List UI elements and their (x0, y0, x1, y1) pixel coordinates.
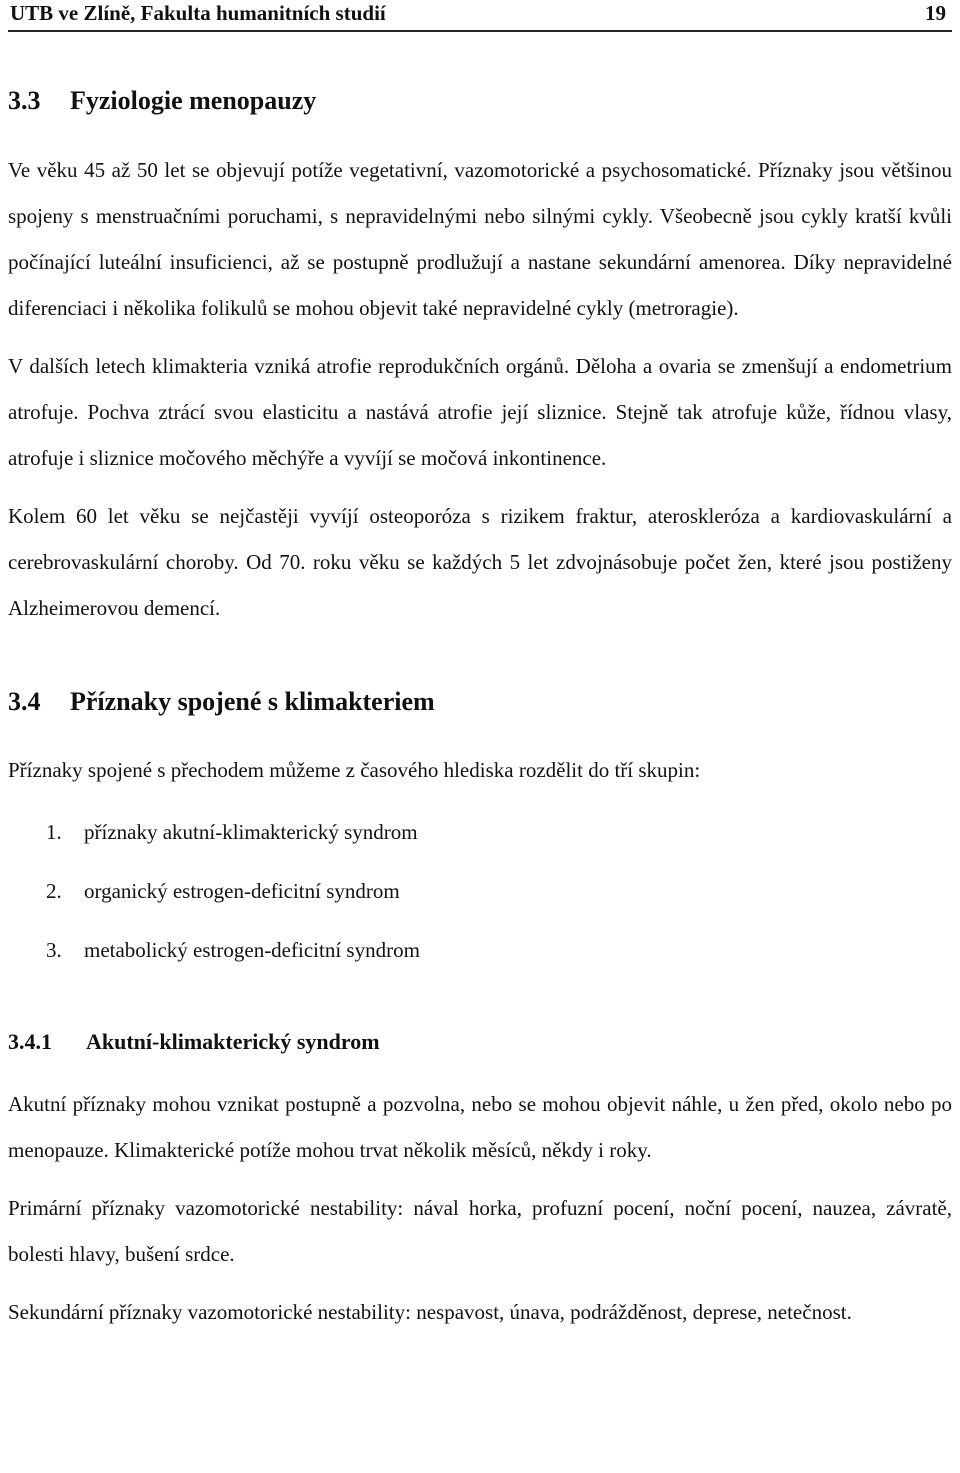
list-item-text: organický estrogen-deficitní syndrom (84, 879, 400, 903)
paragraph: Kolem 60 let věku se nejčastěji vyvíjí osteoporóza s rizikem fraktur, ateroskleróza a kardiovaskulární a cerebrovaskulární choroby. Od 70. roku věku se každých 5 let zdvojnásobuje počet žen, které jsou postiženy Alzheimerovou demencí. (8, 504, 952, 620)
section-title: Fyziologie menopauzy (70, 86, 317, 115)
running-header (8, 0, 952, 32)
section-number: 3.3 (8, 86, 41, 115)
list-item (8, 803, 952, 862)
subsection-number: 3.4.1 (8, 1029, 52, 1054)
list-item (8, 921, 952, 980)
paragraph: Ve věku 45 až 50 let se objevují potíže vegetativní, vazomotorické a psychosomatické. Příznaky jsou většinou spojeny s menstruačními poruchami, s nepravidelnými nebo silnými cykly. Všeobecně jsou cykly kratší kvůli počínající luteální insuficienci, až se postupně prodlužují a nastane sekundární amenorea. Díky nepravidelné diferenciaci i několika folikulů se mohou objevit také nepravidelné cykly (metroragie). (8, 158, 952, 320)
subsection-title: Akutní-klimakterický syndrom (86, 1029, 380, 1054)
list-item-text: příznaky akutní-klimakterický syndrom (84, 820, 418, 844)
list-item-number: 3. (46, 938, 62, 962)
list-item (8, 862, 952, 921)
list-item-number: 2. (46, 879, 62, 903)
section-number: 3.4 (8, 687, 41, 716)
page-number: 19 (925, 1, 946, 25)
list-item-number: 1. (46, 820, 62, 844)
section-heading-3-4 (8, 687, 952, 717)
section-heading-3-3 (8, 86, 952, 116)
paragraph: Primární příznaky vazomotorické nestability: nával horka, profuzní pocení, noční pocení, nauzea, závratě, bolesti hlavy, bušení srdce. (8, 1196, 952, 1266)
header-title: UTB ve Zlíně, Fakulta humanitních studií (10, 1, 386, 25)
paragraph: Akutní příznaky mohou vznikat postupně a pozvolna, nebo se mohou objevit náhle, u žen před, okolo nebo po menopauze. Klimakterické potíže mohou trvat několik měsíců, někdy i roky. (8, 1092, 952, 1162)
symptom-group-list (8, 803, 952, 980)
section-title: Příznaky spojené s klimakteriem (70, 687, 435, 716)
paragraph: Sekundární příznaky vazomotorické nestability: nespavost, únava, podrážděnost, deprese, netečnost. (8, 1300, 852, 1324)
subsection-heading-3-4-1 (8, 1029, 952, 1055)
paragraph: Příznaky spojené s přechodem můžeme z časového hlediska rozdělit do tří skupin: (8, 758, 701, 782)
list-item-text: metabolický estrogen-deficitní syndrom (84, 938, 420, 962)
paragraph: V dalších letech klimakteria vzniká atrofie reprodukčních orgánů. Děloha a ovaria se zmenšují a endometrium atrofuje. Pochva ztrácí svou elasticitu a nastává atrofie její sliznice. Stejně tak atrofuje kůže, řídnou vlasy, atrofuje i sliznice močového měchýře a vyvíjí se močová inkontinence. (8, 354, 952, 470)
